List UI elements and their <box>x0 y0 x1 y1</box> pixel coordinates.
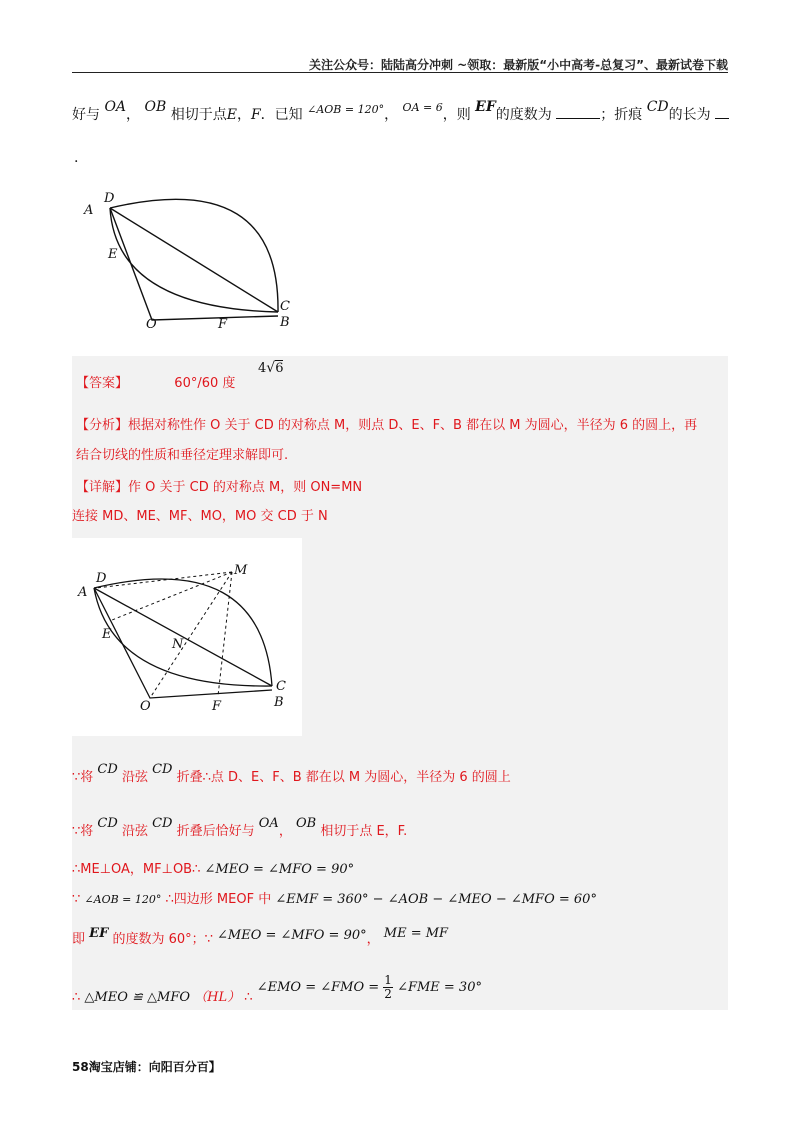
q-end-dot: . <box>74 150 79 166</box>
fig1-angle-aob <box>110 208 278 320</box>
step-6 <box>72 973 482 1011</box>
q-point-f: F <box>250 107 261 123</box>
fig1-arc-upper <box>110 199 278 312</box>
step5-comma: ， <box>366 932 380 947</box>
step3-text: ∴ME⊥OA，MF⊥OB∴ <box>72 862 201 877</box>
detail-line-1 <box>76 476 362 495</box>
q-angle-given: ∠AOB = 120° <box>307 103 385 116</box>
analysis-tag: 【分析】 <box>76 418 129 433</box>
page-number: 58 <box>72 1060 89 1074</box>
figure-2 <box>72 538 302 736</box>
step-2 <box>72 816 408 839</box>
step1-text-b: 沿弦 <box>121 770 148 785</box>
fig1-chord-cd <box>110 208 278 312</box>
step6-math-1: △MEO ≌ △MFO <box>84 990 191 1005</box>
step-4 <box>72 888 597 907</box>
fig2-label-m: M <box>234 563 248 578</box>
q-arc-ef: EF <box>475 99 496 115</box>
header-divider <box>72 72 728 73</box>
figure-2-panel <box>72 538 302 736</box>
analysis-line-1 <box>76 414 697 433</box>
fig2-label-o: O <box>140 699 151 714</box>
fig2-label-c: C <box>276 679 286 694</box>
step-3 <box>72 858 354 877</box>
fig1-label-a: A <box>84 203 94 218</box>
answer-radicand: 6 <box>275 361 284 376</box>
q-text: ．已知 <box>260 107 303 123</box>
step2-text-c: 折叠后恰好与 <box>176 824 255 839</box>
step2-cd: CD <box>152 816 173 831</box>
answer-blank-2[interactable] <box>715 106 729 119</box>
fig1-label-f: F <box>218 317 228 332</box>
step4-math-2: ∠EMF = 360° − ∠AOB − ∠MEO − ∠MFO = 60° <box>275 892 597 907</box>
step1-cd: CD <box>152 762 173 777</box>
question-line <box>72 99 729 124</box>
fig2-dash-md <box>96 572 232 588</box>
step2-ob: OB <box>295 816 317 831</box>
step5-arc-ef: EF <box>89 926 109 941</box>
step2-comma: ， <box>278 824 292 839</box>
fig2-label-b: B <box>274 695 284 710</box>
step4-text-a: ∵ <box>72 892 81 907</box>
step5-text-a: 即 <box>72 932 86 947</box>
q-text: 的度数为 <box>495 107 552 123</box>
q-oa: OA <box>104 99 127 115</box>
step5-text-b: 的度数为 60°；∵ <box>112 932 213 947</box>
step4-math-1: ∠AOB = 120° <box>84 893 162 906</box>
analysis-line-2: 结合切线的性质和垂径定理求解即可. <box>76 448 289 463</box>
step2-text-a: ∵将 <box>72 824 94 839</box>
step1-arc-cd: CD <box>97 762 118 777</box>
fig1-label-o: O <box>146 317 157 332</box>
answer-value-1: 60°/60 度 <box>174 376 236 391</box>
q-text: 相切于点 <box>170 107 227 123</box>
answer-line <box>76 372 235 391</box>
fig2-label-d: D <box>96 571 107 586</box>
step6-math-2a: ∠EMO = ∠FMO = <box>256 980 380 995</box>
fig2-arc-upper <box>94 579 272 686</box>
analysis-text-1: 根据对称性作 O 关于 CD 的对称点 M，则点 D、E、F、B 都在以 M 为圆心，半径为 6 的圆上，再 <box>128 418 698 433</box>
step6-text-a: ∴ <box>72 990 81 1005</box>
q-point-e: E <box>226 107 237 123</box>
step-1 <box>72 762 511 785</box>
q-text: 的长为 <box>668 107 711 123</box>
page-header: 关注公众号：陆陆高分冲刺 ~领取：最新版“小中高考-总复习”、最新试卷下载 <box>309 58 728 72</box>
fraction-numerator: 1 <box>384 973 392 987</box>
q-comma: ， <box>384 107 399 123</box>
step6-math-2b: ∠FME = 30° <box>397 980 482 995</box>
sqrt-icon: √ <box>266 360 276 376</box>
step1-text-a: ∵将 <box>72 770 94 785</box>
detail-tag: 【详解】 <box>76 480 129 495</box>
answer-value-2 <box>258 360 283 376</box>
page-footer <box>72 1058 221 1075</box>
detail-line-2: 连接 MD、ME、MF、MO，MO 交 CD 于 N <box>72 509 328 524</box>
q-comma: ， <box>126 107 141 123</box>
fig2-label-a: A <box>78 585 88 600</box>
answer-coef: 4 <box>258 361 267 376</box>
step5-math-2: ME = MF <box>383 926 449 941</box>
fig1-label-c: C <box>280 299 290 314</box>
q-cd: CD <box>646 99 669 115</box>
fig2-label-f: F <box>212 699 222 714</box>
step6-text-b: ∴ <box>244 990 253 1005</box>
step4-text-b: ∴四边形 MEOF 中 <box>165 892 272 907</box>
step-5 <box>72 928 448 947</box>
footer-shop: 淘宝店铺：向阳百分百】 <box>88 1060 221 1074</box>
q-text: ；折痕 <box>600 107 643 123</box>
fig2-label-n: N <box>172 637 184 652</box>
q-text: 好与 <box>72 107 100 123</box>
fraction-denominator: 2 <box>384 987 392 1001</box>
fig2-label-e: E <box>102 627 112 642</box>
q-oa-given: OA = 6 <box>402 101 443 114</box>
fig1-label-e: E <box>108 247 118 262</box>
answer-tag: 【答案】 <box>76 376 129 391</box>
fig1-label-d: D <box>104 191 115 206</box>
figure-1 <box>80 188 310 338</box>
q-comma: ， <box>236 107 251 123</box>
step2-text-d: 相切于点 E，F. <box>320 824 408 839</box>
step6-hl: （HL） <box>194 990 241 1005</box>
step1-text-c: 折叠∴点 D、E、F、B 都在以 M 为圆心，半径为 6 的圆上 <box>176 770 511 785</box>
step2-text-b: 沿弦 <box>121 824 148 839</box>
detail-text-1: 作 O 关于 CD 的对称点 M，则 ON=MN <box>128 480 363 495</box>
answer-blank-1[interactable] <box>556 106 600 119</box>
step2-oa: OA <box>258 816 279 831</box>
fig1-label-b: B <box>280 315 290 330</box>
step6-fraction <box>383 974 393 1001</box>
step2-arc-cd: CD <box>97 816 118 831</box>
q-text: ，则 <box>442 107 471 123</box>
q-ob: OB <box>144 99 167 115</box>
step5-math-1: ∠MEO = ∠MFO = 90° <box>217 928 367 943</box>
step3-math: ∠MEO = ∠MFO = 90° <box>204 862 355 877</box>
